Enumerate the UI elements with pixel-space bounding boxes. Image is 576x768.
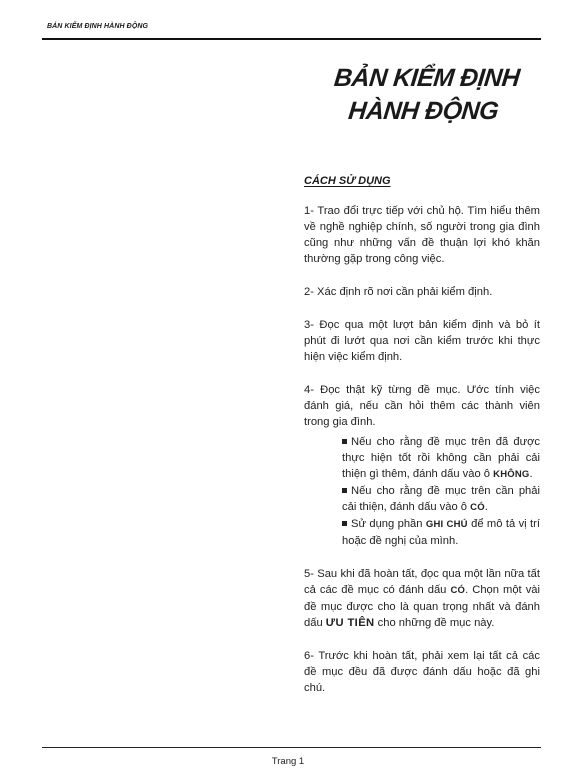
keyword-khong: KHÔNG	[493, 469, 530, 480]
step-6: 6- Trước khi hoàn tất, phải xem lại tất cả các đề mục đều đã được đánh dấu hoặc đã ghi chú.	[304, 650, 540, 694]
keyword-co: CÓ	[450, 585, 466, 596]
page-number: Trang 1	[271, 756, 305, 767]
running-header: BẢN KIỂM ĐỊNH HÀNH ĐỘNG	[47, 23, 149, 30]
header-rule	[42, 38, 541, 40]
section-heading: CÁCH SỬ DỤNG	[304, 175, 391, 187]
keyword-uu-tien: ƯU TIÊN	[325, 617, 375, 629]
step-4-bullet-1: Nếu cho rằng đề mục trên đã được thực hiện tốt rồi không cần phải cải thiện gì thêm, đánh dấu vào ô KHÔNG.	[342, 436, 540, 480]
instructions-column	[304, 203, 540, 713]
page-title	[297, 62, 554, 128]
title-line-1: BẢN KIỂM ĐỊNH	[332, 64, 521, 92]
step-4-bullet-2: Nếu cho rằng đề mục trên cần phải cải thiện, đánh dấu vào ô CÓ.	[342, 485, 540, 513]
step-4-bullet-3: Sử dụng phần GHI CHÚ để mô tả vị trí hoặc đề nghị của mình.	[342, 518, 540, 547]
title-line-2: HÀNH ĐỘNG	[347, 97, 500, 125]
step-2: 2- Xác định rõ nơi cần phải kiểm định.	[304, 286, 493, 298]
keyword-co: CÓ	[470, 502, 485, 513]
square-bullet-icon	[342, 439, 347, 444]
step-3: 3- Đọc qua một lượt bản kiểm định và bỏ ít phút đi lướt qua nơi cần kiểm trước khi thực hiện việc kiểm định.	[304, 319, 540, 363]
step-4: 4- Đọc thật kỹ từng đề mục. Ước tính việc đánh giá, nếu cần hỏi thêm các thành viên trong gia đình.	[304, 384, 540, 428]
step-5: 5- Sau khi đã hoàn tất, đọc qua một lần nữa tất cả các đề mục có đánh dấu CÓ. Chọn một vài đề mục được cho là quan trọng nhất và đánh dấu ƯU TIÊN cho những đề mục này.	[304, 568, 541, 629]
footer-rule	[42, 747, 541, 748]
square-bullet-icon	[342, 488, 347, 493]
step-1: 1- Trao đổi trực tiếp với chủ hộ. Tìm hiểu thêm về nghề nghiệp chính, số người trong gia đình cũng như những vấn đề thuận lợi khó khăn thường gặp trong công việc.	[304, 205, 540, 265]
square-bullet-icon	[342, 521, 347, 526]
keyword-ghi-chu: GHI CHÚ	[425, 519, 468, 530]
